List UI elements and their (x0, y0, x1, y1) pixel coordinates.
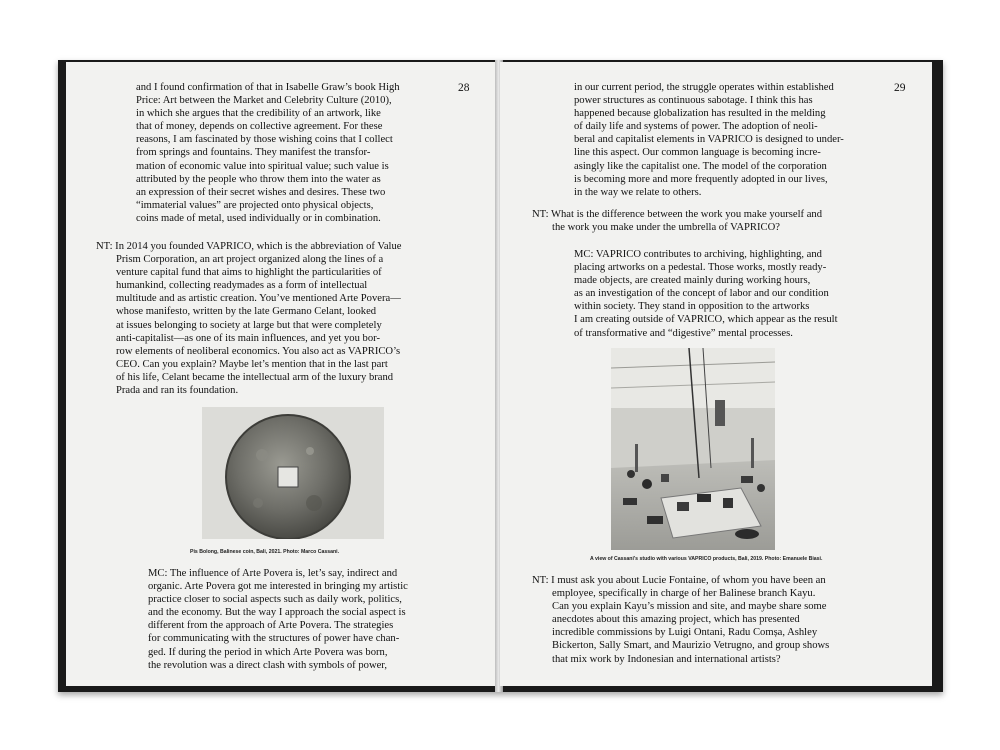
text-line: made objects, are created mainly during working hours, (574, 275, 811, 287)
text-line: placing artworks on a pedestal. Those works, mostly ready- (574, 262, 827, 274)
left-question (96, 240, 401, 397)
text-line: mation of economic value into spiritual value; such value is (136, 160, 389, 172)
text-line: anecdotes about this amazing project, which has presented (552, 614, 800, 626)
text-line: that mix work by Indonesian and international artists? (552, 653, 781, 665)
text-line: attributed by the people who throw them into the water as (136, 173, 381, 185)
right-page (500, 62, 932, 686)
text-line: line this aspect. Our common language is becoming incre- (574, 147, 821, 159)
studio-caption: A view of Cassani’s studio with various VAPRICO products, Bali, 2019. Photo: Emanuele Biasi. (590, 556, 823, 562)
text-line: for communicating with the structures of power have chan- (148, 633, 400, 645)
text-line: Prism Corporation, an art project organized along the lines of a (116, 254, 384, 266)
text-line: whose manifesto, written by the late Germano Celant, looked (116, 306, 377, 318)
text-line: NT: In 2014 you founded VAPRICO, which is the abbreviation of Value (96, 241, 402, 252)
text-line: Can you explain Kayu’s mission and site, and maybe share some (552, 601, 827, 613)
right-question-1 (532, 208, 822, 234)
text-line: in the way we relate to others. (574, 186, 702, 198)
text-line: I am creating outside of VAPRICO, which appear as the result (574, 314, 838, 326)
page-number-left: 28 (458, 82, 470, 94)
text-line: NT: What is the difference between the work you make yourself and (532, 209, 823, 220)
text-line: practice closer to social aspects such as daily work, politics, (148, 594, 402, 606)
open-book (58, 60, 943, 692)
text-line: in our current period, the struggle operates within established (574, 82, 834, 93)
text-line: the revolution was a direct clash with symbols of power, (148, 659, 388, 671)
coin-photo (202, 407, 384, 539)
text-line: row elements of neoliberal economics. You also act as VAPRICO’s (116, 345, 401, 357)
text-line: at issues belonging to society at large but that were completely (116, 319, 382, 331)
left-paragraph-intro (136, 81, 400, 225)
left-page (66, 62, 498, 686)
text-line: asingly like the capitalist one. The model of the corporation (574, 160, 827, 172)
left-answer (148, 567, 408, 672)
text-line: ged. If during the period in which Arte Povera was born, (148, 646, 388, 658)
text-line: beral and capitalist elements in VAPRICO is designed to under- (574, 134, 844, 146)
text-line: is becoming more and more frequently adopted in our lives, (574, 173, 828, 185)
text-line: of daily life and systems of power. The adoption of neoli- (574, 121, 818, 133)
text-line: organic. Arte Povera got me interested in bringing my artistic (148, 581, 408, 593)
text-line: employee, specifically in charge of her Balinese branch Kayu. (552, 588, 816, 600)
text-line: NT: I must ask you about Lucie Fontaine, of whom you have been an (532, 575, 826, 586)
text-line: “immaterial values” are projected onto physical objects, (136, 199, 374, 211)
text-line: coins made of metal, used individually or in combination. (136, 212, 381, 224)
text-line: the work you make under the umbrella of VAPRICO? (552, 222, 780, 234)
right-paragraph-intro (574, 81, 844, 199)
text-line: of his life, Celant became the intellectual arm of the luxury brand (116, 371, 394, 383)
studio-photo (611, 348, 775, 550)
text-line: Bickerton, Sally Smart, and Maurizio Vetrugno, and group shows (552, 640, 830, 652)
coin-caption: Pis Bolong, Balinese coin, Bali, 2021. Photo: Marco Cassani. (190, 549, 340, 555)
text-line: anti-capitalist—as one of its main influences, and yet you bor- (116, 332, 380, 344)
text-line: and the economy. But the way I approach the social aspect is (148, 607, 406, 619)
text-line: incredible commissions by Luigi Ontani, Radu Comșa, Ashley (552, 627, 818, 639)
text-line: and I found confirmation of that in Isabelle Graw’s book High (136, 82, 400, 93)
text-line: as an investigation of the concept of labor and our condition (574, 288, 829, 300)
text-line: Prada and ran its foundation. (116, 385, 239, 397)
text-line: humankind, collecting readymades as a form of intellectual (116, 280, 368, 292)
text-line: MC: VAPRICO contributes to archiving, highlighting, and (574, 249, 822, 260)
text-line: within society. They stand in opposition to the artworks (574, 301, 810, 313)
text-line: CEO. Can you explain? Maybe let’s mention that in the last part (116, 358, 388, 370)
text-line: reasons, I am fascinated by those wishing coins that I collect (136, 134, 393, 146)
text-line: MC: The influence of Arte Povera is, let’s say, indirect and (148, 568, 398, 579)
text-line: in which she argues that the credibility of an artwork, like (136, 108, 381, 120)
page-number-right: 29 (894, 82, 906, 94)
right-answer (574, 248, 838, 340)
text-line: different from the approach of Arte Povera. The strategies (148, 620, 394, 632)
text-line: from springs and fountains. They manifest the transfor- (136, 147, 371, 159)
text-line: Price: Art between the Market and Celebrity Culture (2010), (136, 95, 392, 107)
text-line: venture capital fund that aims to highlight the particularities of (116, 267, 382, 279)
text-line: multitude and as artistic creation. You’ve mentioned Arte Povera— (116, 293, 401, 305)
right-question-2 (532, 574, 829, 666)
text-line: that of money, depends on collective agreement. For these (136, 121, 383, 133)
text-line: power structures as continuous sabotage. I think this has (574, 95, 813, 107)
text-line: happened because globalization has resulted in the melding (574, 108, 826, 120)
text-line: of transformative and “digestive” mental processes. (574, 327, 793, 339)
text-line: an expression of their secret wishes and desires. These two (136, 186, 386, 198)
